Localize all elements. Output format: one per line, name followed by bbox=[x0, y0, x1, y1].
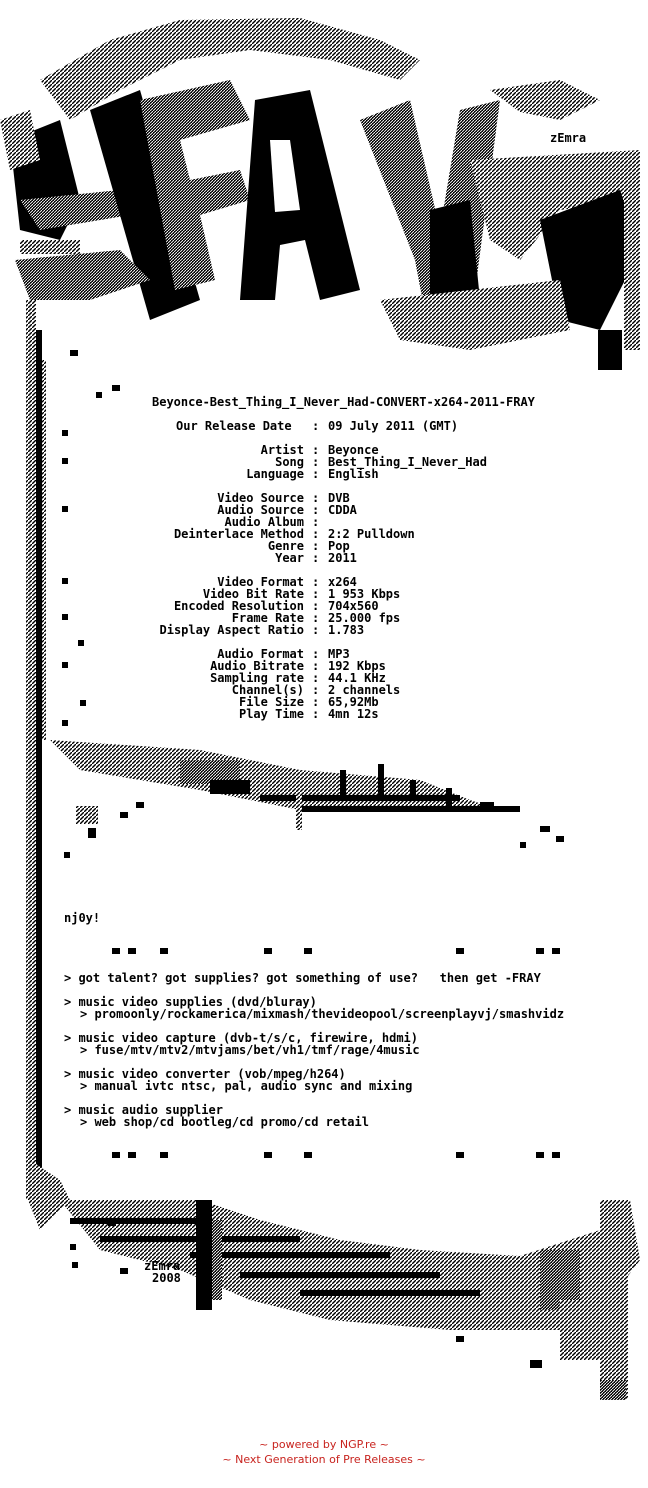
info-separator: : bbox=[312, 671, 320, 685]
info-value: 2011 bbox=[328, 551, 357, 565]
info-value: 65,92Mb bbox=[328, 695, 379, 709]
info-row bbox=[0, 552, 648, 564]
footer-tagline: ~ Next Generation of Pre Releases ~ bbox=[222, 1453, 426, 1466]
greeting: nj0y! bbox=[64, 911, 101, 925]
info-row bbox=[0, 576, 648, 588]
ad-line-main: > music video converter (vob/mpeg/h264) bbox=[64, 1067, 346, 1081]
info-label: Audio Source bbox=[217, 503, 304, 517]
info-value: Best_Thing_I_Never_Had bbox=[328, 455, 487, 469]
info-separator: : bbox=[312, 707, 320, 721]
info-row bbox=[0, 468, 648, 480]
info-value: Beyonce bbox=[328, 443, 379, 457]
info-row bbox=[0, 660, 648, 672]
info-label: Encoded Resolution bbox=[173, 599, 304, 613]
info-value: English bbox=[328, 467, 379, 481]
info-value: 4mn 12s bbox=[328, 707, 379, 721]
info-row bbox=[0, 684, 648, 696]
info-label: Channel(s) bbox=[231, 683, 304, 697]
info-separator: : bbox=[312, 611, 320, 625]
info-value: 2 channels bbox=[328, 683, 401, 697]
info-row bbox=[0, 612, 648, 624]
info-row bbox=[0, 492, 648, 504]
info-value: 1.783 bbox=[328, 623, 365, 637]
info-label: Video Source bbox=[217, 491, 304, 505]
info-row bbox=[0, 540, 648, 552]
info-row bbox=[0, 672, 648, 684]
info-row bbox=[0, 600, 648, 612]
info-label: Language bbox=[246, 467, 304, 481]
info-value: CDDA bbox=[328, 503, 357, 517]
info-row bbox=[0, 504, 648, 516]
release-date-separator: : bbox=[312, 419, 320, 433]
signature-bottom-year: 2008 bbox=[152, 1271, 181, 1285]
release-date-row bbox=[0, 420, 648, 432]
info-label: Audio Format bbox=[217, 647, 304, 661]
info-label: File Size bbox=[238, 695, 304, 709]
info-label: Display Aspect Ratio bbox=[159, 623, 304, 637]
ad-line-detail: > promoonly/rockamerica/mixmash/thevideopool/screenplayvj/smashvidz bbox=[80, 1007, 565, 1021]
info-value: MP3 bbox=[328, 647, 350, 661]
info-value: 44.1 KHz bbox=[328, 671, 386, 685]
ad-line-main: > music video capture (dvb-t/s/c, firewire, hdmi) bbox=[64, 1031, 419, 1045]
info-separator: : bbox=[312, 443, 320, 457]
info-row bbox=[0, 516, 648, 528]
info-separator: : bbox=[312, 515, 320, 529]
info-label: Video Format bbox=[217, 575, 304, 589]
info-row bbox=[0, 588, 648, 600]
info-row bbox=[0, 528, 648, 540]
info-row bbox=[0, 444, 648, 456]
info-value: 1 953 Kbps bbox=[328, 587, 401, 601]
ad-line-main: > music video supplies (dvd/bluray) bbox=[64, 995, 317, 1009]
fray-logo-art bbox=[0, 18, 640, 370]
info-separator: : bbox=[312, 491, 320, 505]
info-row bbox=[0, 696, 648, 708]
info-label: Frame Rate bbox=[231, 611, 304, 625]
info-label: Audio Bitrate bbox=[210, 659, 304, 673]
info-label: Play Time bbox=[238, 707, 304, 721]
info-label: Audio Album bbox=[224, 515, 304, 529]
info-row bbox=[0, 456, 648, 468]
info-value: 704x560 bbox=[328, 599, 379, 613]
release-date-label: Our Release Date bbox=[176, 419, 292, 433]
info-separator: : bbox=[312, 647, 320, 661]
info-value: Pop bbox=[328, 539, 350, 553]
info-separator: : bbox=[312, 467, 320, 481]
dot-row-bottom bbox=[112, 1152, 560, 1158]
info-label: Song bbox=[275, 455, 304, 469]
info-separator: : bbox=[312, 527, 320, 541]
info-separator: : bbox=[312, 539, 320, 553]
info-separator: : bbox=[312, 575, 320, 589]
info-value: 192 Kbps bbox=[328, 659, 386, 673]
info-label: Year bbox=[275, 551, 304, 565]
info-separator: : bbox=[312, 623, 320, 637]
release-name: Beyonce-Best_Thing_I_Never_Had-CONVERT-x264-2011-FRAY bbox=[152, 395, 535, 409]
ad-line-main: > got talent? got supplies? got something of use? then get -FRAY bbox=[64, 971, 541, 985]
info-label: Sampling rate bbox=[210, 671, 304, 685]
info-separator: : bbox=[312, 659, 320, 673]
info-separator: : bbox=[312, 599, 320, 613]
dot-row-top bbox=[112, 948, 560, 954]
info-row bbox=[0, 648, 648, 660]
info-label: Artist bbox=[260, 443, 304, 457]
info-value: 25.000 fps bbox=[328, 611, 401, 625]
ad-line-detail: > web shop/cd bootleg/cd promo/cd retail bbox=[80, 1115, 369, 1129]
signature-top: zEmra bbox=[550, 131, 587, 145]
info-value: 2:2 Pulldown bbox=[328, 527, 415, 541]
bottom-swirl-art bbox=[28, 1160, 640, 1400]
ad-line-main: > music audio supplier bbox=[64, 1103, 223, 1117]
ad-line-detail: > manual ivtc ntsc, pal, audio sync and mixing bbox=[80, 1079, 413, 1093]
info-separator: : bbox=[312, 551, 320, 565]
ad-line-detail: > fuse/mtv/mtv2/mtvjams/bet/vh1/tmf/rage/4music bbox=[80, 1043, 420, 1057]
info-label: Video Bit Rate bbox=[202, 587, 304, 601]
info-row bbox=[0, 708, 648, 720]
info-row bbox=[0, 624, 648, 636]
info-separator: : bbox=[312, 503, 320, 517]
info-label: Deinterlace Method bbox=[173, 527, 304, 541]
footer-powered-by: ~ powered by NGP.re ~ bbox=[259, 1438, 389, 1451]
info-separator: : bbox=[312, 683, 320, 697]
release-date-value: 09 July 2011 (GMT) bbox=[328, 419, 459, 433]
info-separator: : bbox=[312, 455, 320, 469]
info-separator: : bbox=[312, 695, 320, 709]
signature-bottom-name: zEmra bbox=[144, 1259, 181, 1273]
middle-separator-art bbox=[50, 740, 564, 858]
info-label: Genre bbox=[267, 539, 304, 553]
info-value: x264 bbox=[328, 575, 357, 589]
info-separator: : bbox=[312, 587, 320, 601]
info-value: DVB bbox=[328, 491, 350, 505]
